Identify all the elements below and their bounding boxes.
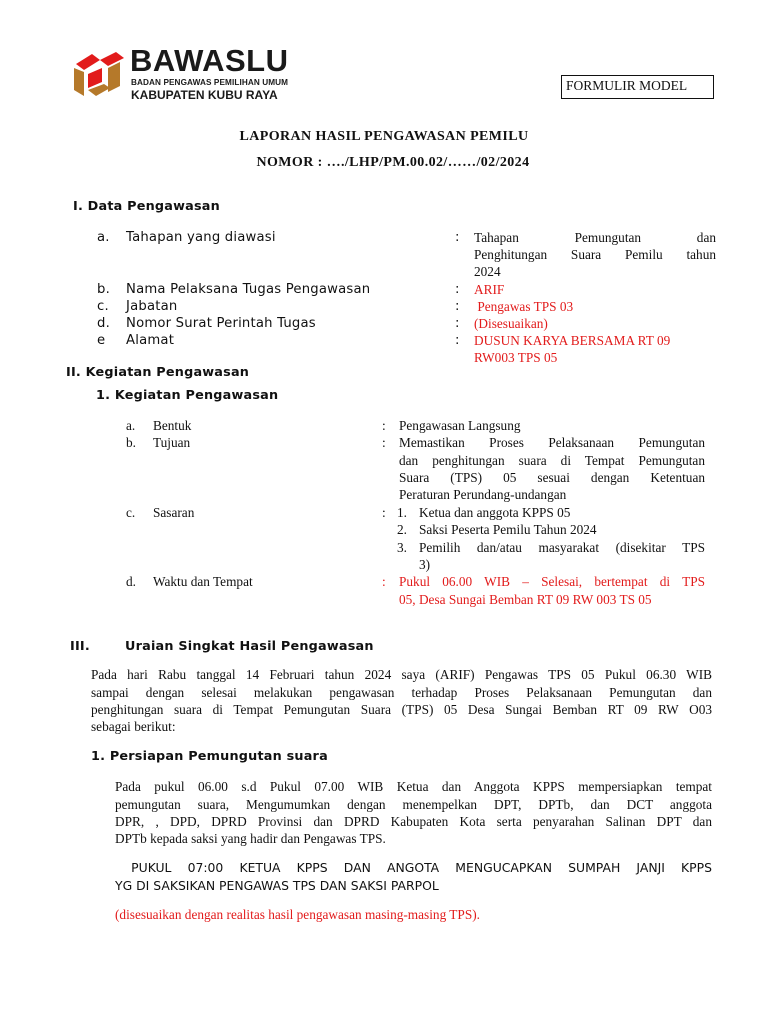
activity-a-label: Bentuk bbox=[153, 418, 192, 433]
activity-b-colon: : bbox=[382, 435, 386, 450]
item-e-letter: e bbox=[97, 333, 106, 348]
item-d-colon: : bbox=[455, 316, 460, 331]
activity-c-colon: : bbox=[382, 505, 386, 520]
activity-d-colon: : bbox=[382, 574, 386, 589]
target-3-num: 3. bbox=[397, 540, 407, 555]
section-3-number: III. bbox=[70, 639, 90, 654]
section-1-heading: I. Data Pengawasan bbox=[73, 199, 220, 214]
bawaslu-emblem-icon bbox=[70, 46, 126, 102]
logo-name: BAWASLU bbox=[130, 43, 289, 78]
section-3-heading: Uraian Singkat Hasil Pengawasan bbox=[125, 639, 374, 654]
activity-b-value-line4: Peraturan Perundang-undangan bbox=[399, 487, 567, 502]
activity-b-letter: b. bbox=[126, 435, 136, 450]
prep-line1: Pada pukul 06.00 s.d Pukul 07.00 WIB Ketua dan Anggota KPPS mempersiapkan tempat bbox=[115, 779, 712, 794]
item-e-label: Alamat bbox=[126, 333, 175, 348]
bawaslu-logo bbox=[70, 44, 310, 104]
item-d-value: (Disesuaikan) bbox=[474, 316, 548, 331]
prep-line2: pemungutan suara, Mengumumkan dengan menempelkan DPT, DPTb, dan DCT anggota bbox=[115, 797, 712, 812]
activity-d-value-line2: 05, Desa Sungai Bemban RT 09 RW 003 TS 05 bbox=[399, 592, 652, 607]
target-1-text: Ketua dan anggota KPPS 05 bbox=[419, 505, 571, 520]
item-e-colon: : bbox=[455, 333, 460, 348]
activity-a-letter: a. bbox=[126, 418, 136, 433]
item-b-label: Nama Pelaksana Tugas Pengawasan bbox=[126, 282, 371, 297]
item-a-value-line2: Penghitungan Suara Pemilu tahun bbox=[474, 247, 716, 262]
intro-line4: sebagai berikut: bbox=[91, 719, 176, 734]
item-d-label: Nomor Surat Perintah Tugas bbox=[126, 316, 316, 331]
intro-line3: penghitungan suara di Tempat Pemungutan Suara (TPS) 05 Desa Sungai Bemban RT 09 RW O03 bbox=[91, 702, 712, 717]
activity-b-value-line3: Suara (TPS) 05 sesuai dengan Ketentuan bbox=[399, 470, 705, 485]
activity-d-value-line1: Pukul 06.00 WIB – Selesai, bertempat di TPS bbox=[399, 574, 705, 589]
item-a-colon: : bbox=[455, 230, 460, 245]
oath-line1: PUKUL 07:00 KETUA KPPS DAN ANGOTA MENGUCAPKAN SUMPAH JANJI KPPS bbox=[115, 860, 712, 875]
item-d-letter: d. bbox=[97, 316, 110, 331]
activity-b-value-line1: Memastikan Proses Pelaksanaan Pemungutan bbox=[399, 435, 705, 450]
section-2-heading: II. Kegiatan Pengawasan bbox=[66, 365, 250, 380]
logo-subtitle-region: KABUPATEN KUBU RAYA bbox=[131, 88, 278, 102]
activity-d-letter: d. bbox=[126, 574, 136, 589]
target-2-num: 2. bbox=[397, 522, 407, 537]
prep-line3: DPR, , DPD, DPRD Provinsi dan DPRD Kabupaten Kota serta penyarahan Salinan DPT dan bbox=[115, 814, 712, 829]
item-c-colon: : bbox=[455, 299, 460, 314]
adjustment-note: (disesuaikan dengan realitas hasil pengawasan masing-masing TPS). bbox=[115, 907, 480, 922]
activity-c-label: Sasaran bbox=[153, 505, 195, 520]
activity-b-value-line2: dan penghitungan suara di Tempat Pemungutan bbox=[399, 453, 705, 468]
target-3-text-cont: 3) bbox=[419, 557, 431, 572]
report-title: LAPORAN HASIL PENGAWASAN PEMILU bbox=[239, 129, 529, 144]
oath-line2: YG DI SAKSIKAN PENGAWAS TPS DAN SAKSI PARPOL bbox=[115, 878, 439, 893]
form-model-box: FORMULIR MODEL bbox=[561, 75, 714, 99]
activity-a-colon: : bbox=[382, 418, 386, 433]
preparation-heading: 1. Persiapan Pemungutan suara bbox=[91, 749, 328, 764]
intro-line2: sampai dengan selesai melakukan pengawasan terhadap Proses Pelaksanaan Pemungutan dan bbox=[91, 685, 712, 700]
item-b-value: ARIF bbox=[474, 282, 505, 297]
item-b-colon: : bbox=[455, 282, 460, 297]
logo-subtitle-agency: BADAN PENGAWAS PEMILIHAN UMUM bbox=[131, 78, 289, 87]
intro-line1: Pada hari Rabu tanggal 14 Februari tahun 2024 saya (ARIF) Pengawas TPS 05 Pukul 06.30 WIB bbox=[91, 667, 712, 682]
item-a-value-line3: 2024 bbox=[474, 264, 501, 279]
activity-a-value: Pengawasan Langsung bbox=[399, 418, 521, 433]
item-a-letter: a. bbox=[97, 230, 110, 245]
item-e-value-line1: DUSUN KARYA BERSAMA RT 09 bbox=[474, 333, 671, 348]
activity-d-label: Waktu dan Tempat bbox=[153, 574, 253, 589]
item-c-value: Pengawas TPS 03 bbox=[474, 299, 574, 314]
target-1-num: 1. bbox=[397, 505, 407, 520]
section-2-subheading: 1. Kegiatan Pengawasan bbox=[96, 388, 279, 403]
item-c-label: Jabatan bbox=[126, 299, 178, 314]
activity-b-label: Tujuan bbox=[153, 435, 191, 450]
target-2-text: Saksi Peserta Pemilu Tahun 2024 bbox=[419, 522, 597, 537]
item-a-value-line1: Tahapan Pemungutan dan bbox=[474, 230, 716, 245]
activity-c-letter: c. bbox=[126, 505, 136, 520]
target-3-text: Pemilih dan/atau masyarakat (disekitar TPS bbox=[419, 540, 705, 555]
item-c-letter: c. bbox=[97, 299, 109, 314]
item-b-letter: b. bbox=[97, 282, 110, 297]
prep-line4: DPTb kepada saksi yang hadir dan Pengawas TPS. bbox=[115, 831, 386, 846]
report-number: NOMOR : …./LHP/PM.00.02/……/02/2024 bbox=[256, 155, 530, 170]
item-a-label: Tahapan yang diawasi bbox=[126, 230, 276, 245]
item-e-value-line2: RW003 TPS 05 bbox=[474, 350, 558, 365]
